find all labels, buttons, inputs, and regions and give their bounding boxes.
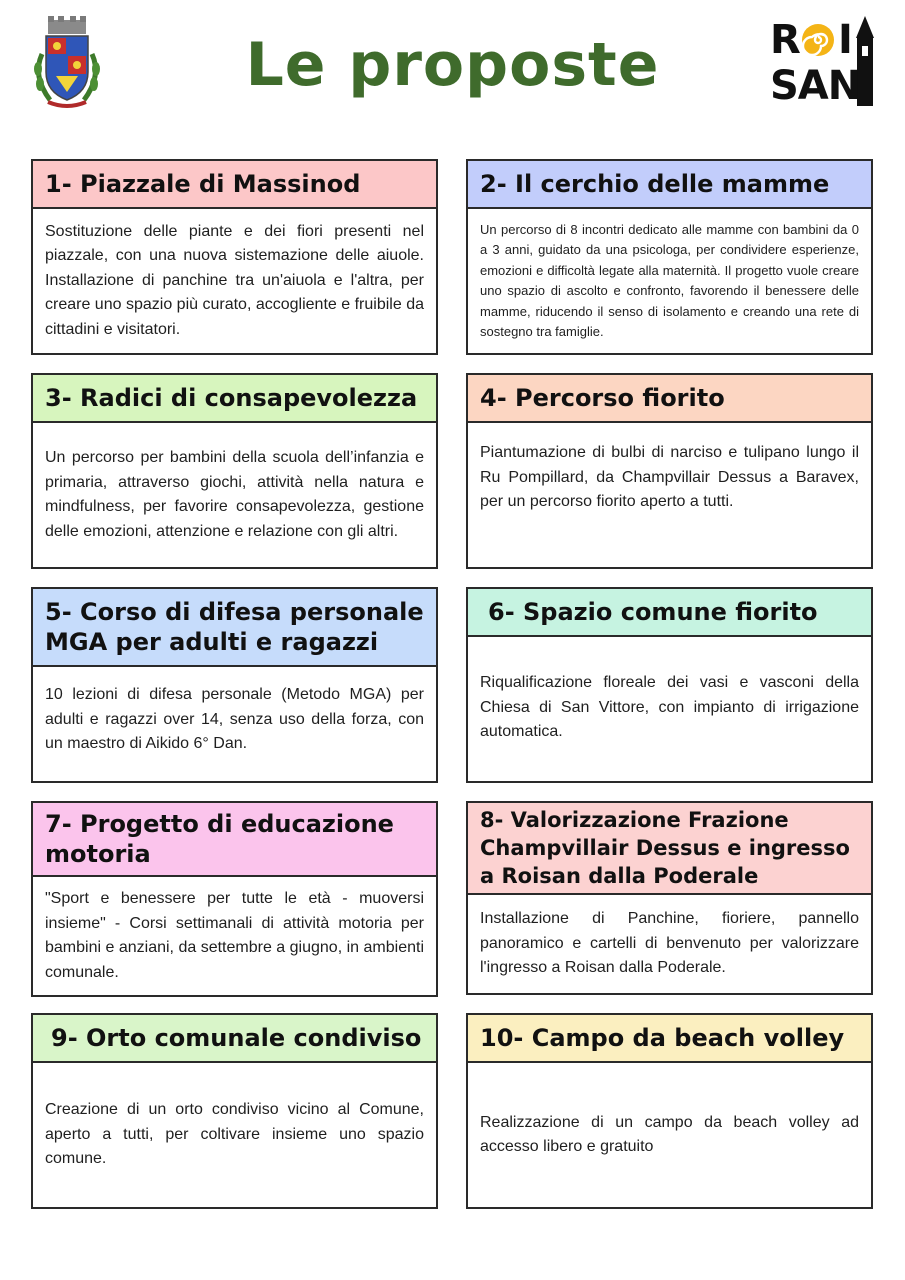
proposal-text-9 [33,1063,436,1207]
proposal-title-text: 2- Il cerchio delle mamme [480,170,830,198]
proposal-title-text: 5- Corso di difesa personale MGA per adulti e ragazzi [45,598,424,656]
proposal-description: Un percorso di 8 incontri dedicato alle mamme con bambini da 0 a 3 anni, guidato da una psicologa, per condividere esperienze, emozioni e difficoltà legate alla maternità. Il progetto vuole creare uno spazio di ascolto e confronto, favorendo il benessere delle mamme, riducendo il senso di isolamento e creando una rete di sostegno tra famiglie. [480,221,859,339]
proposal-card-8 [466,801,873,995]
proposal-title-4 [468,375,871,423]
proposal-card-10 [466,1013,873,1209]
proposal-card-9 [31,1013,438,1209]
proposal-description: Piantumazione di bulbi di narciso e tulipano lungo il Ru Pompillard, da Champvillair Dessus a Baravex, per un percorso fiorito aperto a tutti. [480,444,859,510]
roisan-logo [768,16,878,110]
proposal-title-7 [33,803,436,877]
proposal-text-4 [468,423,871,567]
logo-word-san: SAN [770,63,861,109]
proposal-description: "Sport e benessere per tutte le età - muoversi insieme" - Corsi settimanali di attività motoria per bambini e anziani, da settembre a giugno, in ambienti comunale. [45,890,424,981]
proposal-card-7 [31,801,438,997]
proposal-title-3 [33,375,436,423]
logo-letter-i: I [838,17,853,63]
proposal-title-text: 3- Radici di consapevolezza [45,384,418,412]
proposal-card-1 [31,159,438,355]
proposal-text-7 [33,877,436,995]
proposal-description: Installazione di Panchine, fioriere, pannello panoramico e cartelli di benvenuto per valorizzare l'ingresso a Roisan dalla Poderale. [480,910,859,977]
proposal-title-10 [468,1015,871,1063]
page-title: Le proposte [245,30,660,100]
proposal-title-6 [468,589,871,637]
proposal-title-text: 10- Campo da beach volley [480,1024,845,1052]
proposal-title-8 [468,803,871,895]
proposal-card-6 [466,587,873,783]
proposal-description: Creazione di un orto condiviso vicino al Comune, aperto a tutti, per coltivare insieme uno spazio comune. [45,1101,424,1168]
proposal-title-text: 1- Piazzale di Massinod [45,170,361,198]
proposal-text-2 [468,209,871,353]
proposal-description: Sostituzione delle piante e dei fiori presenti nel piazzale, con una nuova sistemazione delle aiuole. Installazione di panchine tra un'aiuola e l'altra, per creare uno spazio più curato, accogliente e fruibile da cittadini e visitatori. [45,222,424,338]
proposal-title-text: 8- Valorizzazione Frazione Champvillair Dessus e ingresso a Roisan dalla Poderale [480,808,850,888]
proposal-title-text: 7- Progetto di educazione motoria [45,810,394,868]
proposal-description: Riqualificazione floreale dei vasi e vasconi della Chiesa di San Vittore, con impianto di irrigazione automatica. [480,674,859,740]
proposal-text-5 [33,667,436,781]
proposal-card-4 [466,373,873,569]
proposal-title-text: 9- Orto comunale condiviso [51,1024,422,1052]
proposal-description: Realizzazione di un campo da beach volley ad accesso libero e gratuito [480,1113,859,1155]
proposal-text-3 [33,423,436,567]
proposal-title-1 [33,161,436,209]
proposal-text-1 [33,209,436,353]
proposal-title-text: 4- Percorso fiorito [480,384,725,412]
sun-spiral-icon [800,22,836,58]
proposal-title-9 [33,1015,436,1063]
proposal-card-2 [466,159,873,355]
proposal-text-6 [468,637,871,781]
proposal-card-3 [31,373,438,569]
proposal-title-text: 6- Spazio comune fiorito [488,598,818,626]
proposal-text-8 [468,895,871,993]
proposal-title-2 [468,161,871,209]
proposal-description: 10 lezioni di difesa personale (Metodo MGA) per adulti e ragazzi over 14, senza uso della forza, con un maestro di Aikido 6° Dan. [45,686,424,752]
logo-letter-r: R [770,17,801,63]
proposal-title-5 [33,589,436,667]
proposal-card-5 [31,587,438,783]
proposal-text-10 [468,1063,871,1207]
proposal-description: Un percorso per bambini della scuola dell’infanzia e primaria, attraverso giochi, attività nella natura e mindfulness, per favorire consapevolezza, gestione delle emozioni, attenzione e relazione con gli altri. [45,449,424,540]
